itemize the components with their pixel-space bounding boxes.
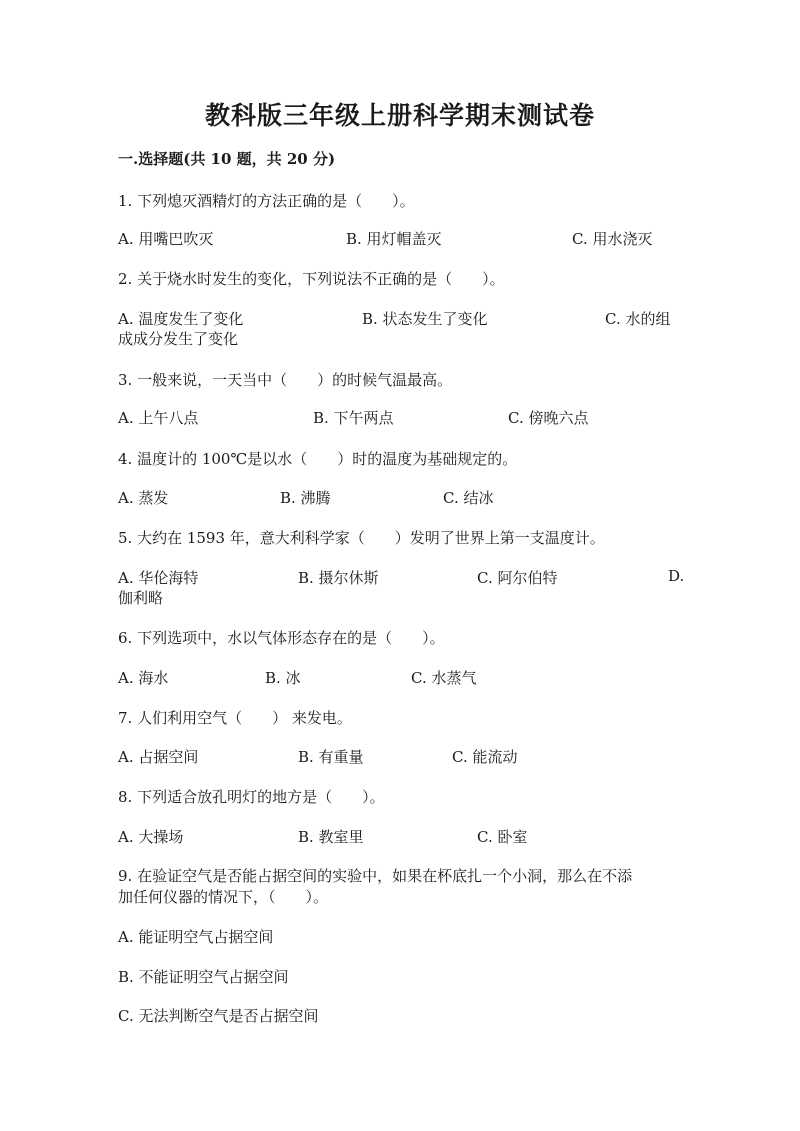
q5-option-c: C. 阿尔伯特	[477, 569, 558, 587]
q5-option-b: B. 摄尔休斯	[298, 569, 379, 587]
q1-option-a: A. 用嘴巴吹灭	[118, 230, 214, 248]
q5-option-d: D.	[668, 567, 685, 585]
q5-option-a: A. 华伦海特	[118, 569, 199, 587]
q1-option-c: C. 用水浇灭	[572, 230, 653, 248]
q9-option-c: C. 无法判断空气是否占据空间	[118, 1007, 319, 1025]
q4-option-b: B. 沸腾	[280, 489, 331, 507]
page-title: 教科版三年级上册科学期末测试卷	[204, 101, 595, 130]
q2-option-c-continued: 成成分发生了变化	[118, 330, 239, 348]
question-8-stem: 8. 下列适合放孔明灯的地方是（ ）。	[118, 788, 385, 806]
q6-option-c: C. 水蒸气	[411, 669, 477, 687]
q8-option-c: C. 卧室	[477, 828, 528, 846]
q6-option-b: B. 冰	[265, 669, 301, 687]
question-1-stem: 1. 下列熄灭酒精灯的方法正确的是（ ）。	[118, 192, 415, 210]
q8-option-b: B. 教室里	[298, 828, 364, 846]
q6-option-a: A. 海水	[118, 669, 169, 687]
q5-option-d-continued: 伽利略	[118, 589, 164, 607]
question-9-stem-line-2: 加任何仪器的情况下，（ ）。	[118, 888, 329, 906]
question-4-stem: 4. 温度计的 100℃是以水（ ）时的温度为基础规定的。	[118, 450, 518, 468]
q2-option-c: C. 水的组	[605, 310, 671, 328]
q1-option-b: B. 用灯帽盖灭	[346, 230, 442, 248]
q2-option-b: B. 状态发生了变化	[362, 310, 488, 328]
q9-option-a: A. 能证明空气占据空间	[118, 928, 274, 946]
question-2-stem: 2. 关于烧水时发生的变化，下列说法不正确的是（ ）。	[118, 270, 505, 288]
q7-option-a: A. 占据空间	[118, 748, 199, 766]
q3-option-a: A. 上午八点	[118, 409, 199, 427]
question-7-stem: 7. 人们利用空气（ ） 来发电。	[118, 709, 352, 727]
q8-option-a: A. 大操场	[118, 828, 184, 846]
q2-option-a: A. 温度发生了变化	[118, 310, 244, 328]
question-9-stem-line-1: 9. 在验证空气是否能占据空间的实验中，如果在杯底扎一个小洞，那么在不添	[118, 867, 633, 885]
question-5-stem: 5. 大约在 1593 年，意大利科学家（ ）发明了世界上第一支温度计。	[118, 529, 605, 547]
question-3-stem: 3. 一般来说，一天当中（ ）的时候气温最高。	[118, 371, 453, 389]
q7-option-c: C. 能流动	[452, 748, 518, 766]
q3-option-c: C. 傍晚六点	[508, 409, 589, 427]
q3-option-b: B. 下午两点	[313, 409, 394, 427]
q4-option-c: C. 结冰	[443, 489, 494, 507]
q9-option-b: B. 不能证明空气占据空间	[118, 968, 289, 986]
section-heading: 一.选择题(共 10 题，共 20 分)	[118, 150, 336, 168]
q7-option-b: B. 有重量	[298, 748, 364, 766]
question-6-stem: 6. 下列选项中，水以气体形态存在的是（ ）。	[118, 629, 445, 647]
q4-option-a: A. 蒸发	[118, 489, 169, 507]
